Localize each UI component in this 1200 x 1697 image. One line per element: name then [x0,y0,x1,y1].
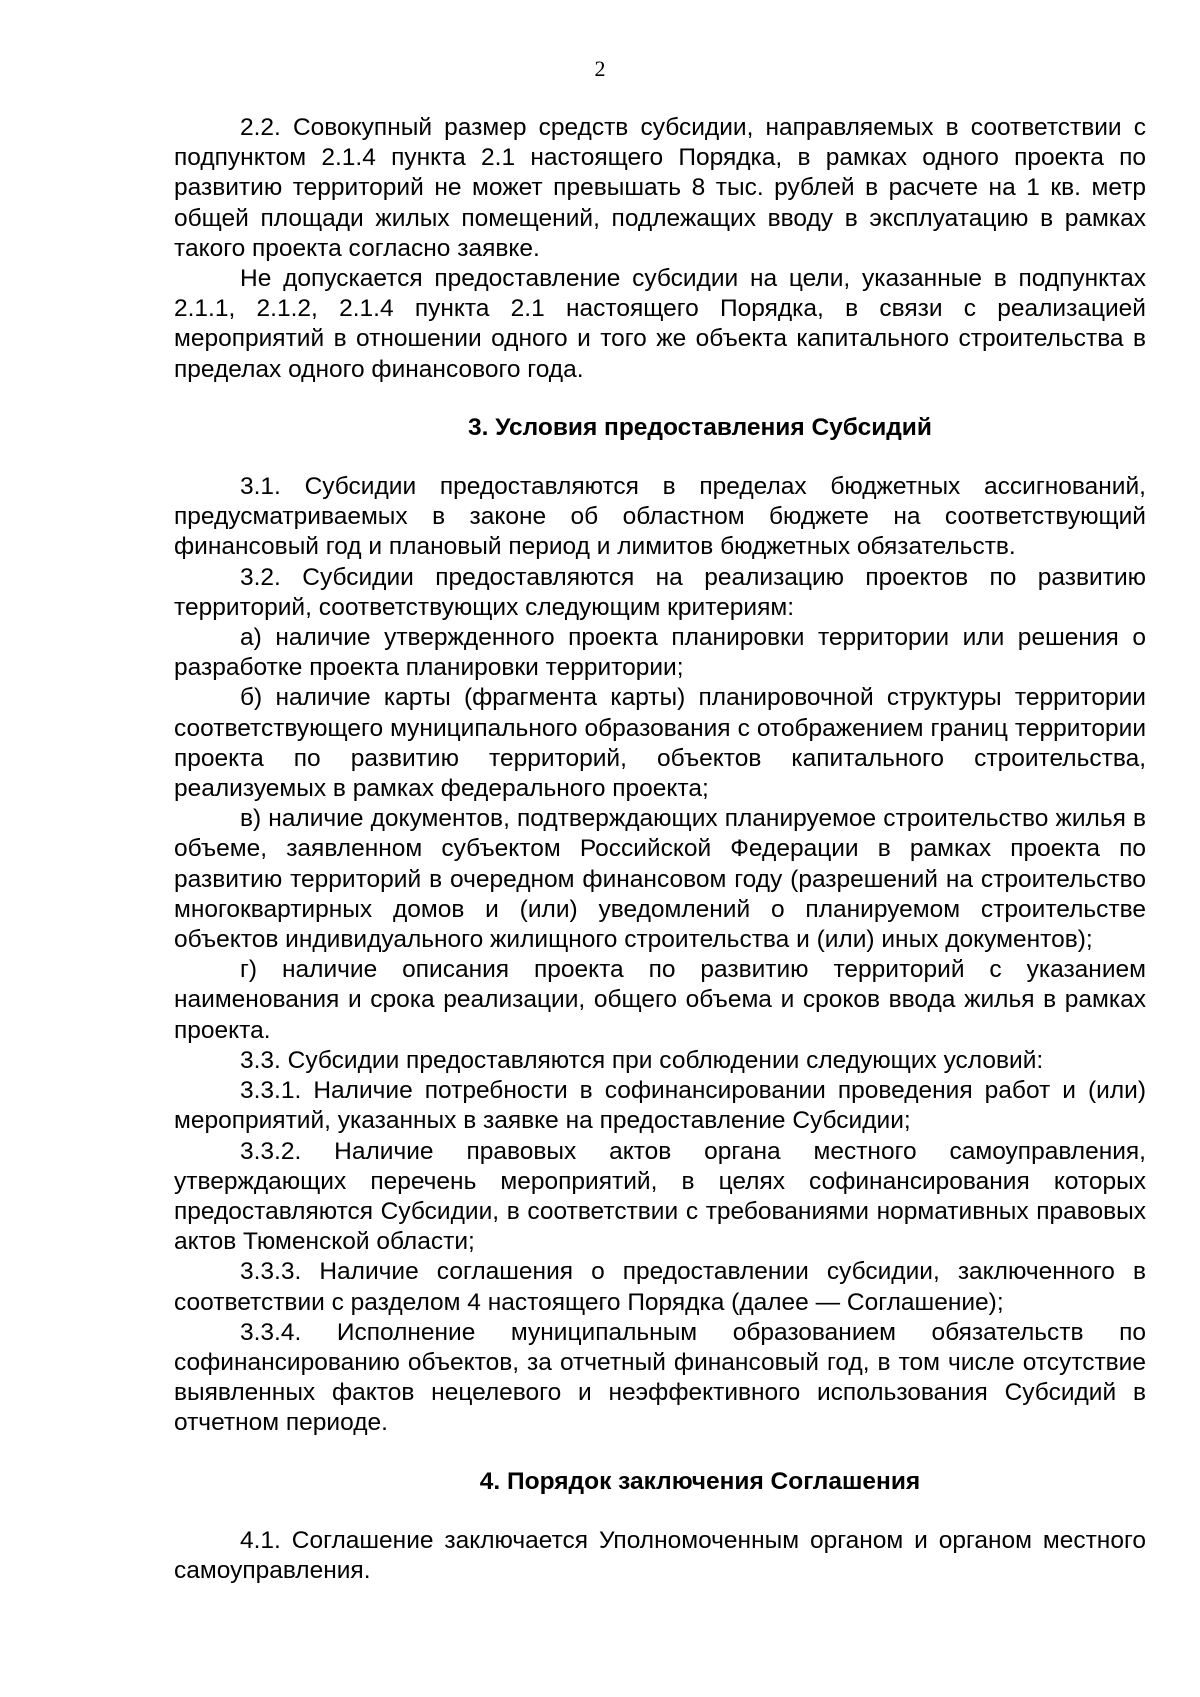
paragraph-2-2-restriction: Не допускается предоставление субсидии на цели, указанные в подпунктах 2.1.1, 2.1.2, 2.1.4 пункта 2.1 настоящего Порядка, в связи с реализацией мероприятий в отношении одного и того же объекта капитального строительства в пределах одного финансового года. [174,265,1146,383]
section-3-body [174,472,1146,1439]
paragraph-3-3-2: 3.3.2. Наличие правовых актов органа местного самоуправления, утверждающих перечень мероприятий, в целях софинансирования которых предоставляются Субсидии, в соответствии с требованиями нормативных правовых актов Тюменской области; [174,1137,1146,1256]
paragraph-2-2: 2.2. Совокупный размер средств субсидии, направляемых в соответствии с подпунктом 2.1.4 пункта 2.1 настоящего Порядка, в рамках одного проекта по развитию территорий не может превышать 8 тыс. рублей в расчете на 1 кв. метр общей площади жилых помещений, подлежащих вводу в эксплуатацию в рамках такого проекта согласно заявке. [174,114,1146,262]
paragraph-4-1: 4.1. Соглашение заключается Уполномоченным органом и органом местного самоуправления. [174,1526,1146,1584]
paragraph-3-3: 3.3. Субсидии предоставляются при соблюдении следующих условий: [240,1046,1044,1074]
section-3-heading: 3. Условия предоставления Субсидий [468,413,932,441]
section-4-body [174,1526,1146,1586]
section-4-heading: 4. Порядок заключения Соглашения [479,1467,921,1495]
paragraph-3-2: 3.2. Субсидии предоставляются на реализацию проектов по развитию территорий, соответствующих следующим критериям: [174,563,1146,621]
paragraph-3-2-b: б) наличие карты (фрагмента карты) планировочной структуры территории соответствующего муниципального образования с отображением границ территории проекта по развитию территорий, объектов капитального строительства, реализуемых в рамках федерального проекта; [174,684,1146,803]
document-body [174,113,1146,1586]
page-number: 2 [594,56,606,81]
paragraph-3-1: 3.1. Субсидии предоставляются в пределах бюджетных ассигнований, предусматриваемых в законе об областном бюджете на соответствующий финансовый год и плановый период и лимитов бюджетных обязательств. [174,473,1146,561]
paragraph-3-2-v: в) наличие документов, подтверждающих планируемое строительство жилья в объеме, заявленном субъектом Российской Федерации в рамках проекта по развитию территорий в очередном финансовом году (разрешений на строительство многоквартирных домов и (или) уведомлений о планируемом строительстве объектов индивидуального жилищного строительства и (или) иных документов); [174,805,1146,954]
paragraph-3-3-1: 3.3.1. Наличие потребности в софинансировании проведения работ и (или) мероприятий, указанных в заявке на предоставление Субсидии; [174,1077,1146,1135]
paragraph-3-3-3: 3.3.3. Наличие соглашения о предоставлении субсидии, заключенного в соответствии с разделом 4 настоящего Порядка (далее — Соглашение); [174,1258,1146,1316]
paragraph-3-3-4: 3.3.4. Исполнение муниципальным образованием обязательств по софинансированию объектов, за отчетный финансовый год, в том числе отсутствие выявленных фактов нецелевого и неэффективного использования Субсидий в отчетном периоде. [174,1318,1146,1437]
paragraph-3-2-a: а) наличие утвержденного проекта планировки территории или решения о разработке проекта планировки территории; [174,624,1146,682]
paragraph-3-2-g: г) наличие описания проекта по развитию территорий с указанием наименования и срока реализации, общего объема и сроков ввода жилья в рамках проекта. [174,956,1146,1044]
